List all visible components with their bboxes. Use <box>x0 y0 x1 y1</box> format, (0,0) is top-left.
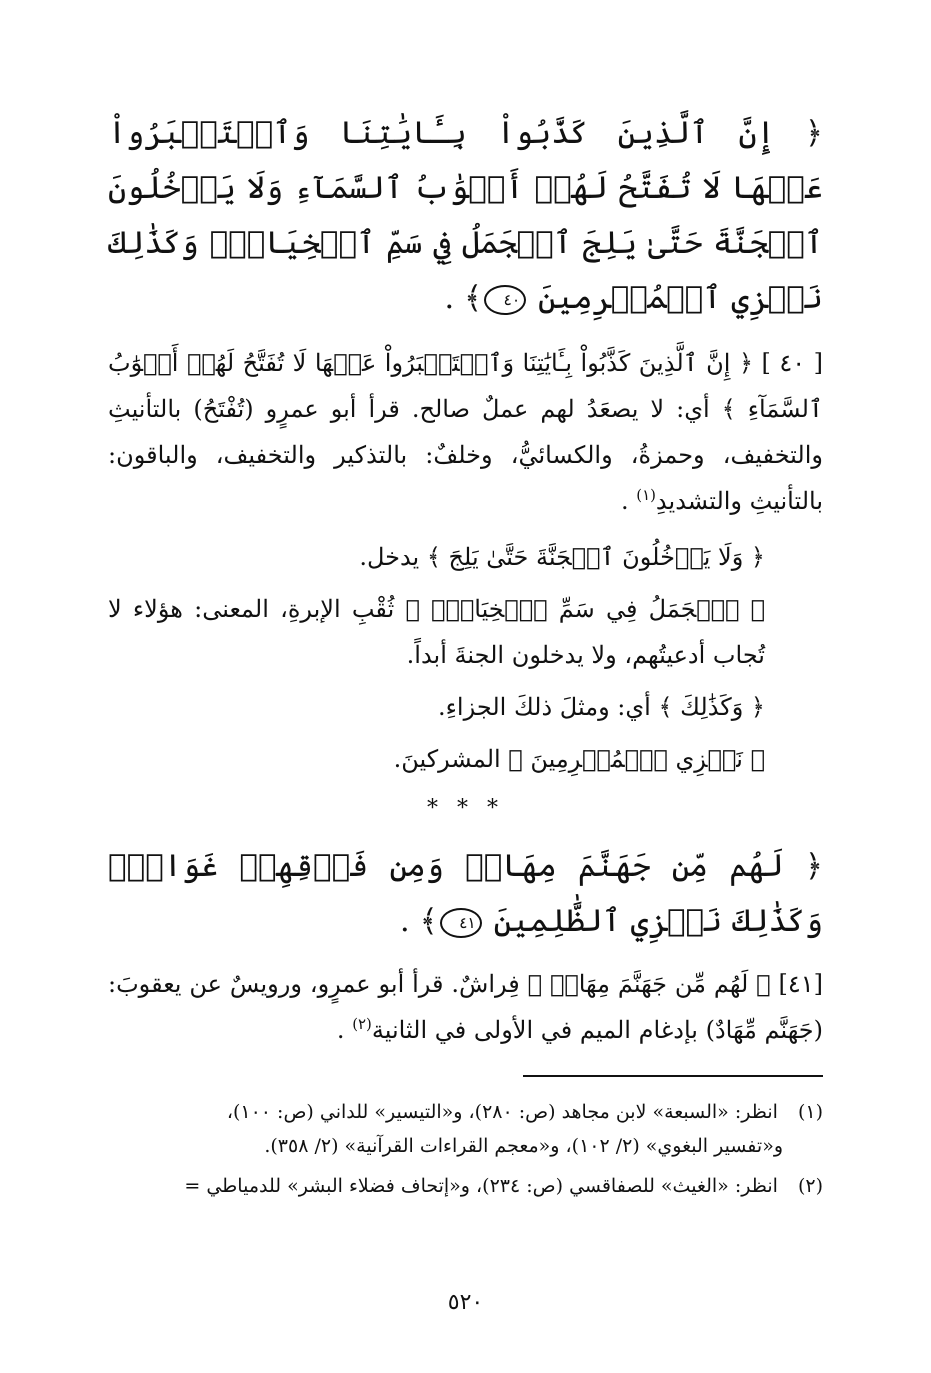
footnote-number: (١) <box>797 1101 823 1123</box>
footnote-divider <box>523 1075 823 1077</box>
quran-verse-40 <box>108 106 823 326</box>
sentence-end: . <box>336 1016 345 1044</box>
footnote-number: (٢) <box>797 1175 823 1197</box>
verse-open-bracket: ﴿ <box>804 115 823 151</box>
footnote-2 <box>108 1169 823 1203</box>
verse-number-badge: ٤١ <box>440 908 482 938</box>
verse-text: لَهُم مِّن جَهَنَّمَ مِهَادٞ وَمِن فَوۡقِهِمۡ غَوَاشٖۚ وَكَذَٰلِكَ نَجۡزِي ٱلظَّٰلِمِينَ <box>108 848 823 939</box>
verse-number-badge: ٤٠ <box>484 285 526 315</box>
footnote-continuation: و«تفسير البغوي» (٢/ ١٠٢)، و«معجم القراءات القرآنية» (٢/ ٣٥٨). <box>264 1135 783 1157</box>
verse-text: إِنَّ ٱلَّذِينَ كَذَّبُواْ بِـَٔايَٰتِنَا وَٱسۡتَكۡبَرُواْ عَنۡهَا لَا تُفَتَّحُ لَهُمۡ أَبۡوَٰبُ ٱلسَّمَآءِ وَلَا يَدۡخُلُونَ ٱلۡجَنَّةَ حَتَّىٰ يَلِجَ ٱلۡجَمَلُ فِي سَمِّ ٱلۡخِيَاطِۚ وَكَذَٰلِكَ نَجۡزِي ٱلۡمُجۡرِمِينَ <box>108 115 823 316</box>
page-number: ٥٢٠ <box>447 1290 484 1315</box>
commentary-41-paragraph <box>108 961 823 1053</box>
verse-close-bracket: ﴾ . <box>399 903 438 939</box>
commentary-40-line-2: ﴿ وَلَا يَدۡخُلُونَ ٱلۡجَنَّةَ حَتَّىٰ يَلِجَ ﴾ يدخل. <box>359 543 765 571</box>
commentary-text: [ ٤٠ ] ﴿ إِنَّ ٱلَّذِينَ كَذَّبُواْ بِـَٔايَٰتِنَا وَٱسۡتَكۡبَرُواْ عَنۡهَا لَا تُفَتَّحُ لَهُمۡ أَبۡوَٰبُ ٱلسَّمَآءِ ﴾ أي: لا يصعَدُ لهم عملٌ صالح. قرأ أبو عمرٍو (تُفْتَحُ) بالتأنيثِ والتخفيف، وحمزةُ، والكسائيُّ، وخلفٌ: بالتذكير والتخفيف، والباقون: بالتأنيثِ والتشديدِ <box>108 349 823 515</box>
commentary-40-paragraph <box>108 340 823 524</box>
commentary-40-line-4: ﴿ وَكَذَٰلِكَ ﴾ أي: ومثلَ ذلكَ الجزاءِ. <box>438 693 765 721</box>
verse-close-bracket: ﴾ . <box>444 280 483 316</box>
footnote-ref-1[interactable]: (١) <box>636 486 656 504</box>
footnote-1 <box>108 1095 823 1163</box>
quran-verse-41 <box>108 839 823 949</box>
commentary-40-line-5: ﴿ نَجۡزِي ٱلۡمُجۡرِمِينَ ﴾ المشركينَ. <box>393 745 765 773</box>
footnote-ref-2[interactable]: (٢) <box>352 1015 372 1033</box>
commentary-40-line-3: ﴿ ٱلۡجَمَلُ فِي سَمِّ ٱلۡخِيَاطِۚ ﴾ ثُقْبِ الإبرةِ، المعنى: هؤلاء لا تُجاب أدعيتُهم، ولا يدخلون الجنةَ أبداً. <box>108 595 766 669</box>
section-separator: * * * <box>427 796 504 821</box>
sentence-end: . <box>621 487 629 515</box>
footnote-text: انظر: «الغيث» للصفاقسي (ص: ٢٣٤)، و«إتحاف فضلاء البشر» للدمياطي = <box>184 1175 778 1197</box>
commentary-text: [٤١] ﴿ لَهُم مِّن جَهَنَّمَ مِهَادٞ ﴾ فِراشٌ. قرأ أبو عمرٍو، ورويسٌ عن يعقوبَ: (جَهَنَّم مِّهَادٌ) بإدغام الميم في الأولى في الثانية <box>108 970 823 1044</box>
verse-open-bracket: ﴿ <box>804 848 823 884</box>
footnote-text: انظر: «السبعة» لابن مجاهد (ص: ٢٨٠)، و«التيسير» للداني (ص: ١٠٠)، <box>226 1101 778 1123</box>
